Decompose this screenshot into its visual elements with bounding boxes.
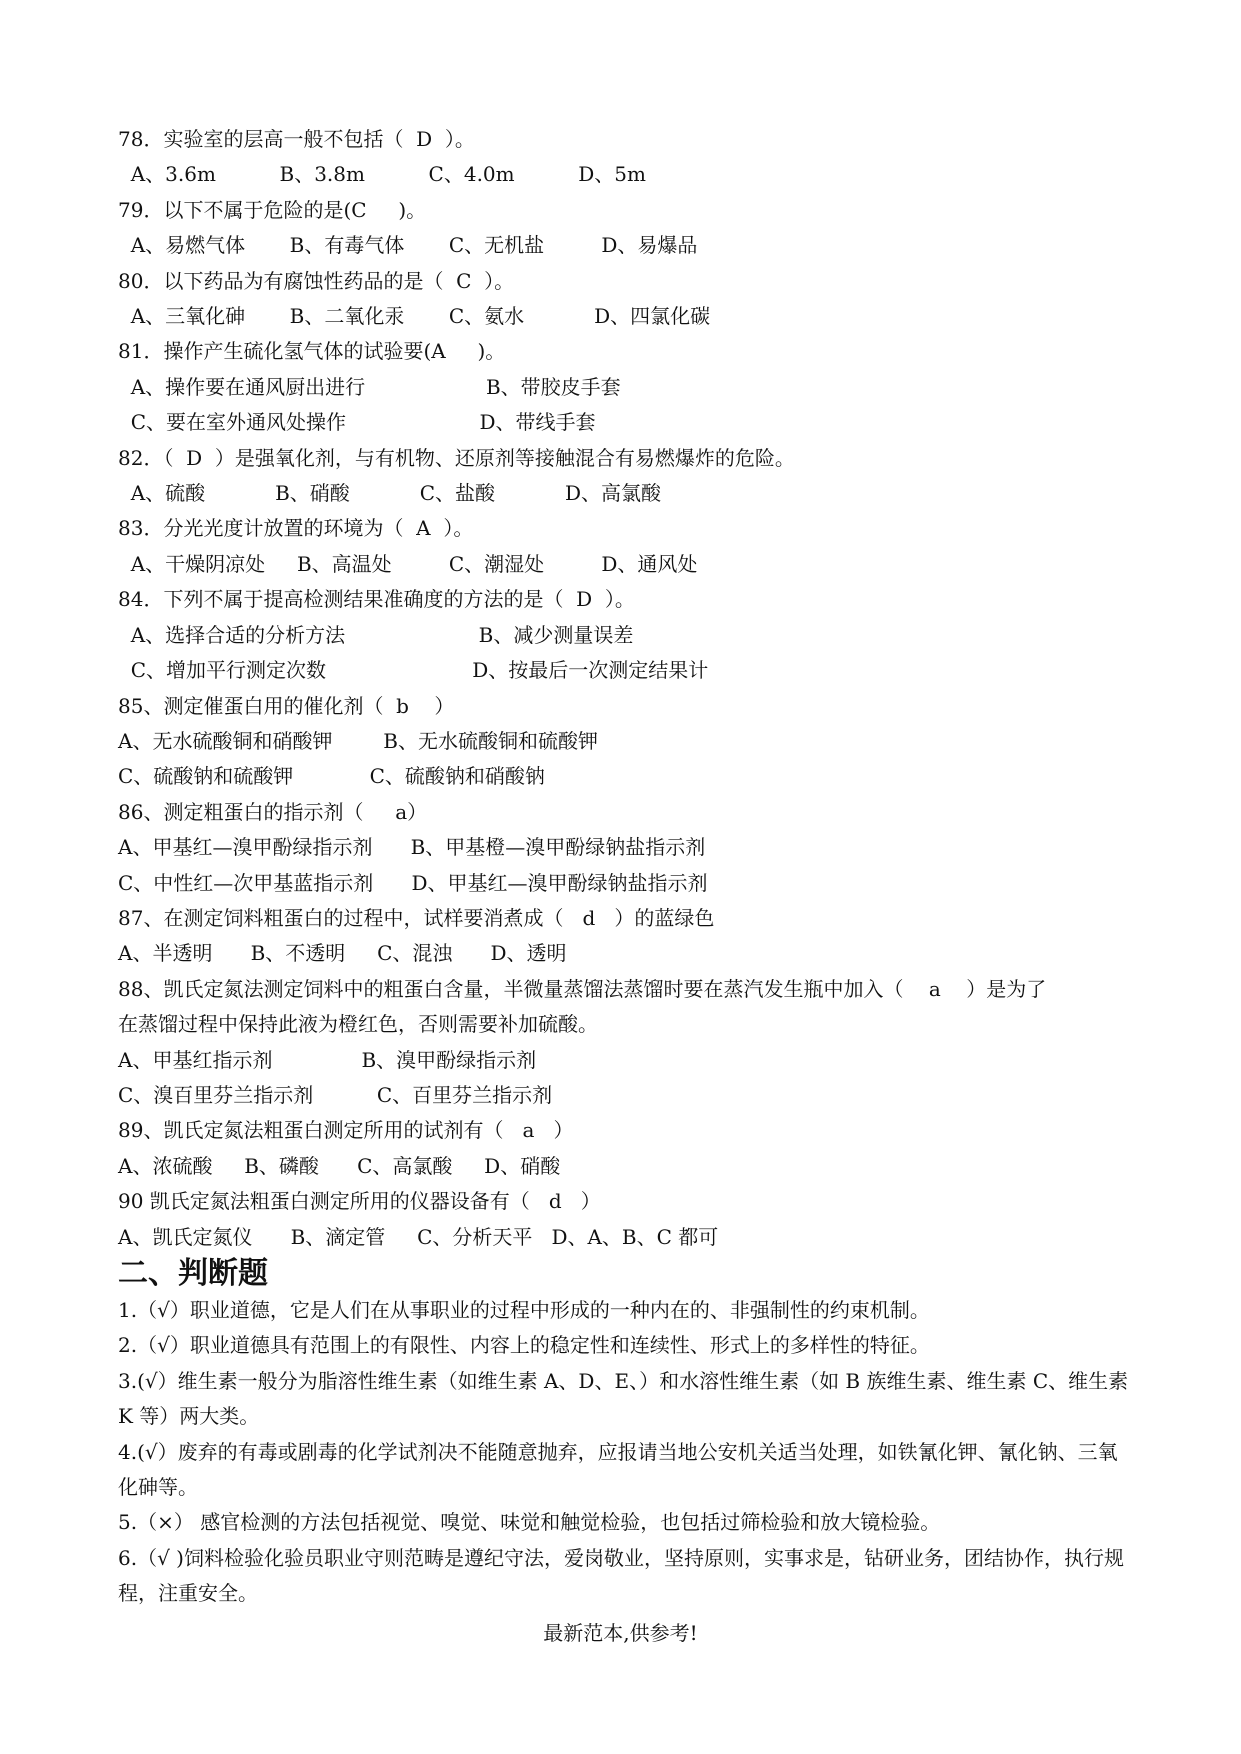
question-line: 85、测定催蛋白用的催化剂（ b ） [118, 693, 455, 718]
question-line: A、3.6m B、3.8m C、4.0m D、5m [118, 162, 646, 187]
judgement-item: 3.(√）维生素一般分为脂溶性维生素（如维生素 A、D、E、）和水溶性维生素（如 B 族维生素、维生素 C、维生素 K 等）两大类。 [118, 1368, 1129, 1429]
question-line: C、溴百里芬兰指示剂 C、百里芬兰指示剂 [118, 1082, 553, 1107]
question-line: 78．实验室的层高一般不包括（ D ）。 [118, 127, 475, 151]
document-body [118, 122, 1130, 1612]
question-line: A、三氧化砷 B、二氧化汞 C、氨水 D、四氯化碳 [118, 304, 711, 329]
judgement-questions [118, 1293, 1130, 1612]
question-line: 80．以下药品为有腐蚀性药品的是（ C ）。 [118, 268, 515, 293]
question-line: A、甲基红指示剂 B、溴甲酚绿指示剂 [118, 1047, 537, 1072]
question-line: C、硫酸钠和硫酸钾 C、硫酸钠和硝酸钠 [118, 764, 545, 789]
multiple-choice-questions [118, 122, 1130, 1255]
judgement-item: 6.（√ )饲料检验化验员职业守则范畴是遵纪守法，爱岗敬业，坚持原则，实事求是，钻研业务，团结协作，执行规程，注重安全。 [118, 1545, 1124, 1606]
judgement-item: 5.（×） 感官检测的方法包括视觉、嗅觉、味觉和触觉检验，也包括过筛检验和放大镜检验。 [118, 1510, 941, 1535]
question-line: A、无水硫酸铜和硝酸钾 B、无水硫酸铜和硫酸钾 [118, 728, 598, 753]
question-line: C、要在室外通风处操作 D、带线手套 [118, 410, 596, 435]
question-line: A、硫酸 B、硝酸 C、盐酸 D、高氯酸 [118, 481, 661, 506]
question-line: A、凯氏定氮仪 B、滴定管 C、分析天平 D、A、B、C 都可 [118, 1224, 719, 1249]
section-title: 二、判断题 [118, 1256, 268, 1291]
question-line: 81．操作产生硫化氢气体的试验要(A )。 [118, 339, 506, 364]
question-line: C、中性红—次甲基蓝指示剂 D、甲基红—溴甲酚绿钠盐指示剂 [118, 870, 708, 895]
question-line: 82．（ D ）是强氧化剂，与有机物、还原剂等接触混合有易燃爆炸的危险。 [118, 445, 795, 470]
judgement-item: 2.（√）职业道德具有范围上的有限性、内容上的稳定性和连续性、形式上的多样性的特征。 [118, 1333, 930, 1358]
question-line: A、干燥阴凉处 B、高温处 C、潮湿处 D、通风处 [118, 551, 698, 576]
question-line: A、浓硫酸 B、磷酸 C、高氯酸 D、硝酸 [118, 1153, 561, 1178]
question-line: 87、在测定饲料粗蛋白的过程中，试样要消煮成（ d ）的蓝绿色 [118, 905, 715, 930]
question-line: C、增加平行测定次数 D、按最后一次测定结果计 [118, 658, 709, 683]
question-line: 83．分光光度计放置的环境为（ A ）。 [118, 516, 474, 541]
question-line: A、半透明 B、不透明 C、混浊 D、透明 [118, 941, 567, 966]
judgement-item: 4.(√）废弃的有毒或剧毒的化学试剂决不能随意抛弃，应报请当地公安机关适当处理，如铁氰化钾、氰化钠、三氧化砷等。 [118, 1439, 1118, 1500]
question-line: 89、凯氏定氮法粗蛋白测定所用的试剂有（ a ） [118, 1118, 574, 1143]
question-line: A、选择合适的分析方法 B、减少测量误差 [118, 622, 634, 647]
question-line: 86、测定粗蛋白的指示剂（ a） [118, 799, 428, 824]
question-line: 90 凯氏定氮法粗蛋白测定所用的仪器设备有（ d ） [118, 1189, 601, 1214]
question-line: 84．下列不属于提高检测结果准确度的方法的是（ D ）。 [118, 587, 635, 612]
question-line: 88、凯氏定氮法测定饲料中的粗蛋白含量，半微量蒸馏法蒸馏时要在蒸汽发生瓶中加入（ a ）是为了 [118, 976, 1047, 1001]
question-line: 在蒸馏过程中保持此液为橙红色，否则需要补加硫酸。 [118, 1012, 598, 1037]
question-line: A、易燃气体 B、有毒气体 C、无机盐 D、易爆品 [118, 233, 698, 258]
page-footer: 最新范本,供参考! [543, 1621, 698, 1645]
question-line: A、操作要在通风厨出进行 B、带胶皮手套 [118, 374, 621, 399]
judgement-item: 1.（√）职业道德，它是人们在从事职业的过程中形成的一种内在的、非强制性的约束机制。 [118, 1298, 930, 1322]
question-line: 79．以下不属于危险的是(C )。 [118, 197, 427, 222]
question-line: A、甲基红—溴甲酚绿指示剂 B、甲基橙—溴甲酚绿钠盐指示剂 [118, 835, 706, 860]
